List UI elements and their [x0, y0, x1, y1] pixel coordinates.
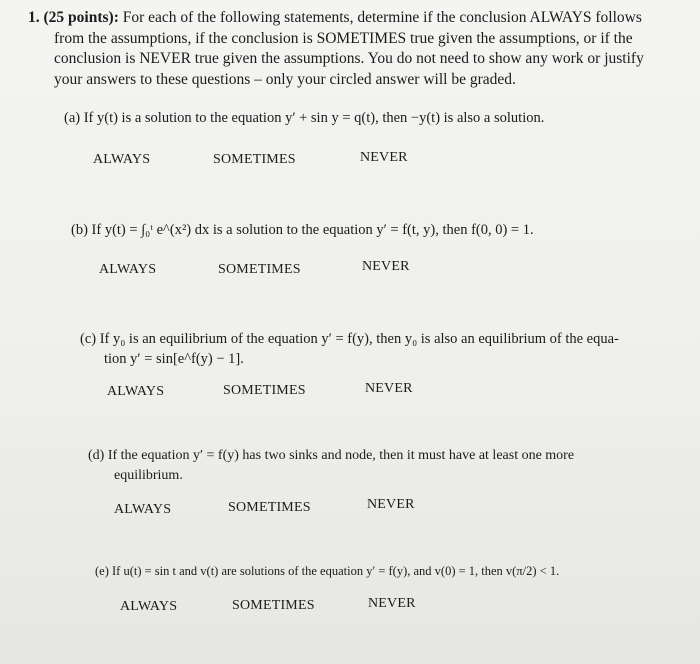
intro-line-3: conclusion is NEVER true given the assumptions. You do not need to show any work or justify — [54, 50, 644, 67]
question-d — [88, 446, 678, 486]
question-e-never[interactable]: NEVER — [368, 596, 416, 611]
question-b-always[interactable]: ALWAYS — [99, 262, 157, 277]
question-d-never[interactable]: NEVER — [367, 497, 415, 512]
question-d-always[interactable]: ALWAYS — [114, 502, 172, 517]
question-d-line-2: equilibrium. — [114, 468, 183, 483]
problem-points: (25 points): — [43, 9, 119, 26]
question-d-label: (d) — [88, 448, 105, 463]
question-b-label: (b) — [71, 222, 88, 238]
question-e-text: If u(t) = sin t and v(t) are solutions of the equation y′ = f(y), and v(0) = 1, then v(π/2) < 1. — [112, 564, 560, 578]
question-a-never[interactable]: NEVER — [360, 150, 408, 165]
question-b-sometimes[interactable]: SOMETIMES — [218, 262, 301, 277]
question-a-sometimes[interactable]: SOMETIMES — [213, 152, 296, 167]
question-c-never[interactable]: NEVER — [365, 381, 413, 396]
problem-number: 1. — [28, 9, 40, 26]
question-d-line-1 — [88, 446, 678, 466]
question-a-text: If y(t) is a solution to the equation y′ + sin y = q(t), then −y(t) is also a solution. — [83, 110, 545, 126]
question-a — [64, 108, 684, 128]
problem-intro — [28, 8, 678, 90]
question-c-line-1 — [80, 329, 680, 349]
question-d-text: If the equation y′ = f(y) has two sinks and node, then it must have at least one more — [107, 448, 575, 463]
question-c-line-2: tion y′ = sin[e^f(y) − 1]. — [104, 351, 244, 367]
question-c-sometimes[interactable]: SOMETIMES — [223, 383, 306, 398]
intro-line-1 — [28, 8, 678, 29]
intro-line-4: your answers to these questions – only your circled answer will be graded. — [54, 70, 516, 88]
question-a-label: (a) — [64, 110, 81, 126]
question-a-always[interactable]: ALWAYS — [93, 152, 151, 167]
question-b — [71, 220, 671, 240]
question-c — [80, 329, 680, 369]
question-e-label: (e) — [95, 564, 109, 578]
question-b-text: If y(t) = ∫₀ᵗ e^(x²) dx is a solution to the equation y′ = f(t, y), then f(0, 0) = 1. — [91, 222, 534, 238]
intro-text-1: For each of the following statements, determine if the conclusion ALWAYS follows — [122, 9, 642, 26]
question-e-always[interactable]: ALWAYS — [120, 599, 178, 614]
question-c-always[interactable]: ALWAYS — [107, 384, 165, 399]
question-c-label: (c) — [80, 331, 97, 347]
intro-line-2: from the assumptions, if the conclusion is SOMETIMES true given the assumptions, or if the — [54, 29, 633, 47]
question-d-sometimes[interactable]: SOMETIMES — [228, 500, 311, 515]
question-b-never[interactable]: NEVER — [362, 259, 410, 274]
question-e — [95, 561, 695, 581]
question-e-sometimes[interactable]: SOMETIMES — [232, 598, 315, 613]
question-c-text: If y₀ is an equilibrium of the equation y′ = f(y), then y₀ is also an equilibrium of the equa- — [99, 331, 619, 347]
